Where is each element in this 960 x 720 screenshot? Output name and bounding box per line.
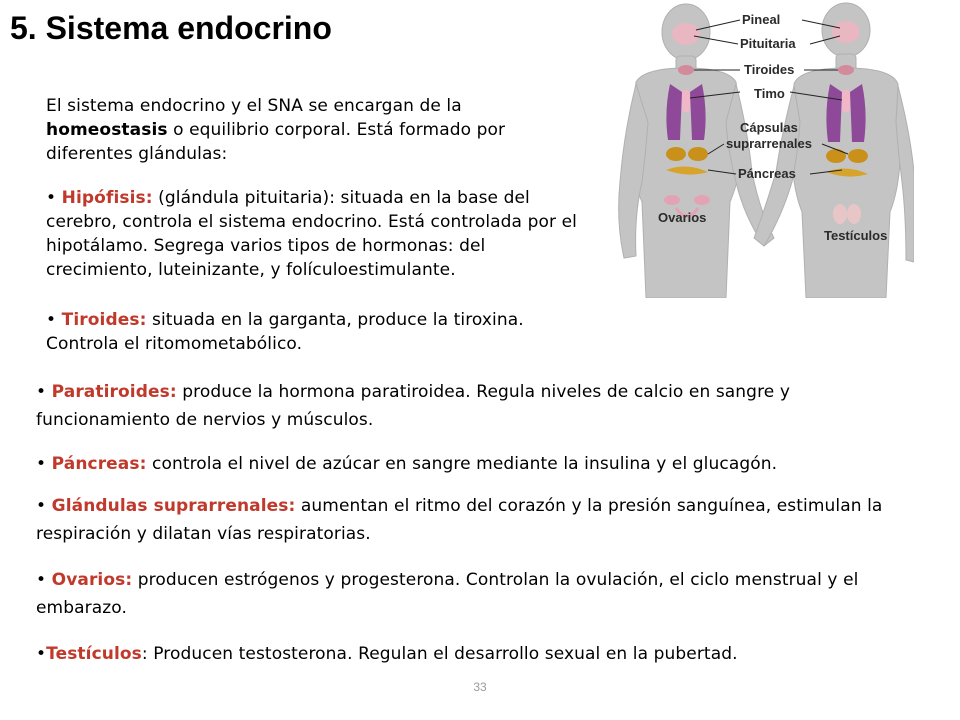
label-pineal: Pineal — [742, 12, 781, 27]
label-testiculos: Testículos — [824, 228, 888, 243]
label-pancreas: Páncreas — [738, 166, 796, 181]
endocrine-diagram-svg — [614, 2, 914, 298]
label-suprarrenales: suprarrenales — [726, 136, 812, 151]
label-capsulas: Cápsulas — [740, 120, 798, 135]
bullet-text: aumentan el ritmo del corazón y la presión sanguínea, estimulan la respiración y dilatan vías respiratorias. — [36, 496, 883, 544]
intro-pre: El sistema endocrino y el SNA se encargan de la — [46, 96, 462, 116]
bullet-text: produce la hormona paratiroidea. Regula niveles de calcio en sangre y funcionamiento de nervios y músculos. — [36, 382, 791, 430]
bullet-text: Producen testosterona. Regulan el desarrollo sexual en la pubertad. — [147, 644, 738, 664]
bullet-term: Testículos — [46, 644, 142, 664]
bullet-term: Hipófisis: — [61, 188, 153, 208]
page-title: 5. Sistema endocrino — [10, 10, 332, 46]
label-tiroides: Tiroides — [744, 62, 795, 77]
bullet-suprarrenales: • Glándulas suprarrenales: aumentan el ritmo del corazón y la presión sanguínea, estimulan la respiración y dilatan vías respiratorias. — [36, 496, 883, 544]
intro-paragraph — [46, 94, 566, 166]
bullet-pancreas: • Páncreas: controla el nivel de azúcar en sangre mediante la insulina y el glucagón. — [36, 454, 778, 474]
intro-post: o equilibrio corporal. Está formado por diferentes glándulas: — [46, 120, 506, 164]
bullet-term: Ovarios: — [51, 570, 133, 590]
label-pituitaria: Pituitaria — [740, 36, 796, 51]
bullet-hipofisis: • Hipófisis: (glándula pituitaria): situada en la base del cerebro, controla el sistema endocrino. Está controlada por el hipotálamo. Segrega varios tipos de hormonas: del crecimiento, luteinizante, y folículoestimulante. — [46, 188, 577, 280]
bullet-text: producen estrógenos y progesterona. Controlan la ovulación, el ciclo menstrual y el embarazo. — [36, 570, 859, 618]
bullet-text: (glándula pituitaria): situada en la base del cerebro, controla el sistema endocrino. Está controlada por el hipotálamo. Segrega varios tipos de hormonas: del crecimiento, luteinizante, y folículoestimulante. — [46, 188, 577, 280]
label-timo: Timo — [754, 86, 785, 101]
bullet-paratiroides: • Paratiroides: produce la hormona paratiroidea. Regula niveles de calcio en sangre y funcionamiento de nervios y músculos. — [36, 382, 791, 430]
intro-bold: homeostasis — [46, 120, 168, 140]
bullet-term: Páncreas: — [51, 454, 147, 474]
bullet-tiroides: • Tiroides: situada en la garganta, produce la tiroxina. Controla el ritomometabólico. — [46, 310, 524, 354]
label-ovarios: Ovarios — [658, 210, 707, 225]
bullet-text: controla el nivel de azúcar en sangre mediante la insulina y el glucagón. — [146, 454, 778, 474]
page-number: 33 — [473, 680, 487, 694]
bullet-testiculos: •Testículos: Producen testosterona. Regulan el desarrollo sexual en la pubertad. — [36, 644, 738, 664]
bullet-text: situada en la garganta, produce la tiroxina. Controla el ritomometabólico. — [46, 310, 524, 354]
bullet-term: Tiroides: — [61, 310, 147, 330]
bullet-term: Paratiroides: — [51, 382, 177, 402]
bullet-sep: : — [141, 644, 148, 664]
bullet-term: Glándulas suprarrenales: — [51, 496, 296, 516]
endocrine-diagram — [614, 2, 914, 298]
bullet-ovarios: • Ovarios: producen estrógenos y progesterona. Controlan la ovulación, el ciclo menstrual y el embarazo. — [36, 570, 859, 618]
